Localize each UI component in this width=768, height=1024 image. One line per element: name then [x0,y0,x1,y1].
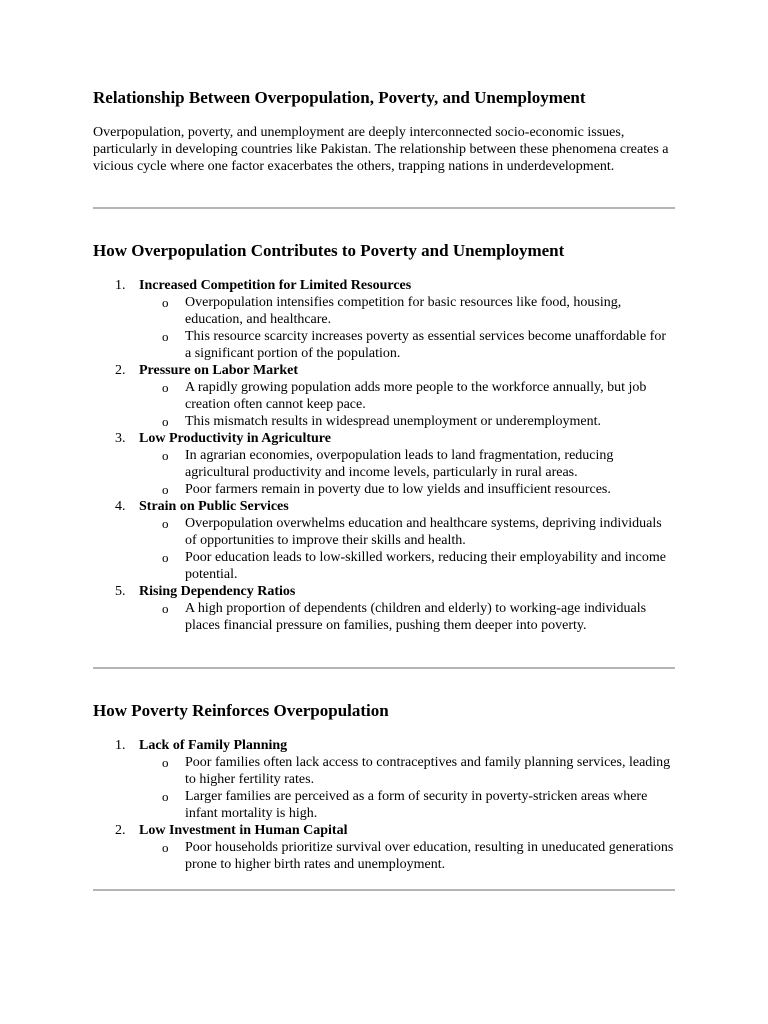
circle-bullet-icon: o [162,295,169,310]
sub-list-item [139,515,675,549]
circle-bullet-icon: o [162,329,169,344]
sub-list-item [139,754,675,788]
horizontal-rule [93,667,675,669]
item-title: Increased Competition for Limited Resources [139,278,412,293]
circle-bullet-icon: o [162,840,169,855]
list-item [93,822,675,873]
sub-list [139,754,675,822]
list-item [93,277,675,362]
list-item [93,737,675,822]
section-title-overpopulation-contributes: How Overpopulation Contributes to Poverty and Unemployment [93,241,565,260]
sub-list [139,379,675,430]
sub-list-item [139,481,675,498]
point-text: In agrarian economies, overpopulation leads to land fragmentation, reducing agricultural productivity and income levels, particularly in rural areas. [185,448,614,480]
circle-bullet-icon: o [162,482,169,497]
item-number: 1. [115,738,126,753]
sub-list-item [139,788,675,822]
circle-bullet-icon: o [162,755,169,770]
item-number: 2. [115,363,126,378]
reinforces-list [93,737,675,873]
sub-list-item [139,600,675,634]
list-item [93,362,675,430]
item-title: Low Investment in Human Capital [139,823,348,838]
point-text: Poor education leads to low-skilled workers, reducing their employability and income potential. [185,550,666,582]
circle-bullet-icon: o [162,789,169,804]
circle-bullet-icon: o [162,380,169,395]
item-title: Low Productivity in Agriculture [139,431,331,446]
sub-list [139,515,675,583]
item-number: 5. [115,584,126,599]
point-text: Poor families often lack access to contraceptives and family planning services, leading to higher fertility rates. [185,755,671,787]
item-title: Lack of Family Planning [139,738,288,753]
sub-list-item [139,328,675,362]
item-number: 4. [115,499,126,514]
sub-list-item [139,379,675,413]
section-title-relationship: Relationship Between Overpopulation, Poverty, and Unemployment [93,88,586,107]
point-text: Poor households prioritize survival over education, resulting in uneducated generations prone to higher birth rates and unemployment. [185,840,674,872]
circle-bullet-icon: o [162,516,169,531]
point-text: Poor farmers remain in poverty due to low yields and insufficient resources. [185,482,611,497]
circle-bullet-icon: o [162,601,169,616]
item-title: Pressure on Labor Market [139,363,299,378]
intro-paragraph: Overpopulation, poverty, and unemployment are deeply interconnected socio-economic issues, particularly in developing countries like Pakistan. The relationship between these phenomena creates a vicious cycle where one factor exacerbates the others, trapping nations in underdevelopment. [93,125,669,174]
circle-bullet-icon: o [162,414,169,429]
point-text: This mismatch results in widespread unemployment or underemployment. [185,414,602,429]
sub-list [139,447,675,498]
sub-list-item [139,413,675,430]
item-number: 2. [115,823,126,838]
sub-list-item [139,294,675,328]
item-number: 3. [115,431,126,446]
sub-list-item [139,839,675,873]
contributes-list [93,277,675,634]
section-title-poverty-reinforces: How Poverty Reinforces Overpopulation [93,701,389,720]
sub-list-item [139,447,675,481]
horizontal-rule [93,207,675,209]
point-text: Larger families are perceived as a form of security in poverty-stricken areas where infant mortality is high. [185,789,648,821]
item-number: 1. [115,278,126,293]
sub-list [139,839,675,873]
point-text: Overpopulation overwhelms education and healthcare systems, depriving individuals of opportunities to improve their skills and health. [185,516,662,548]
sub-list [139,294,675,362]
list-item [93,430,675,498]
item-title: Strain on Public Services [139,499,289,514]
sub-list [139,600,675,634]
circle-bullet-icon: o [162,448,169,463]
point-text: A high proportion of dependents (children and elderly) to working-age individuals places financial pressure on families, pushing them deeper into poverty. [185,601,647,633]
horizontal-rule [93,889,675,891]
point-text: A rapidly growing population adds more people to the workforce annually, but job creation often cannot keep pace. [185,380,647,412]
circle-bullet-icon: o [162,550,169,565]
list-item [93,583,675,634]
sub-list-item [139,549,675,583]
point-text: This resource scarcity increases poverty as essential services become unaffordable for a significant portion of the population. [185,329,666,361]
item-title: Rising Dependency Ratios [139,584,296,599]
point-text: Overpopulation intensifies competition for basic resources like food, housing, education, and healthcare. [185,295,622,327]
list-item [93,498,675,583]
